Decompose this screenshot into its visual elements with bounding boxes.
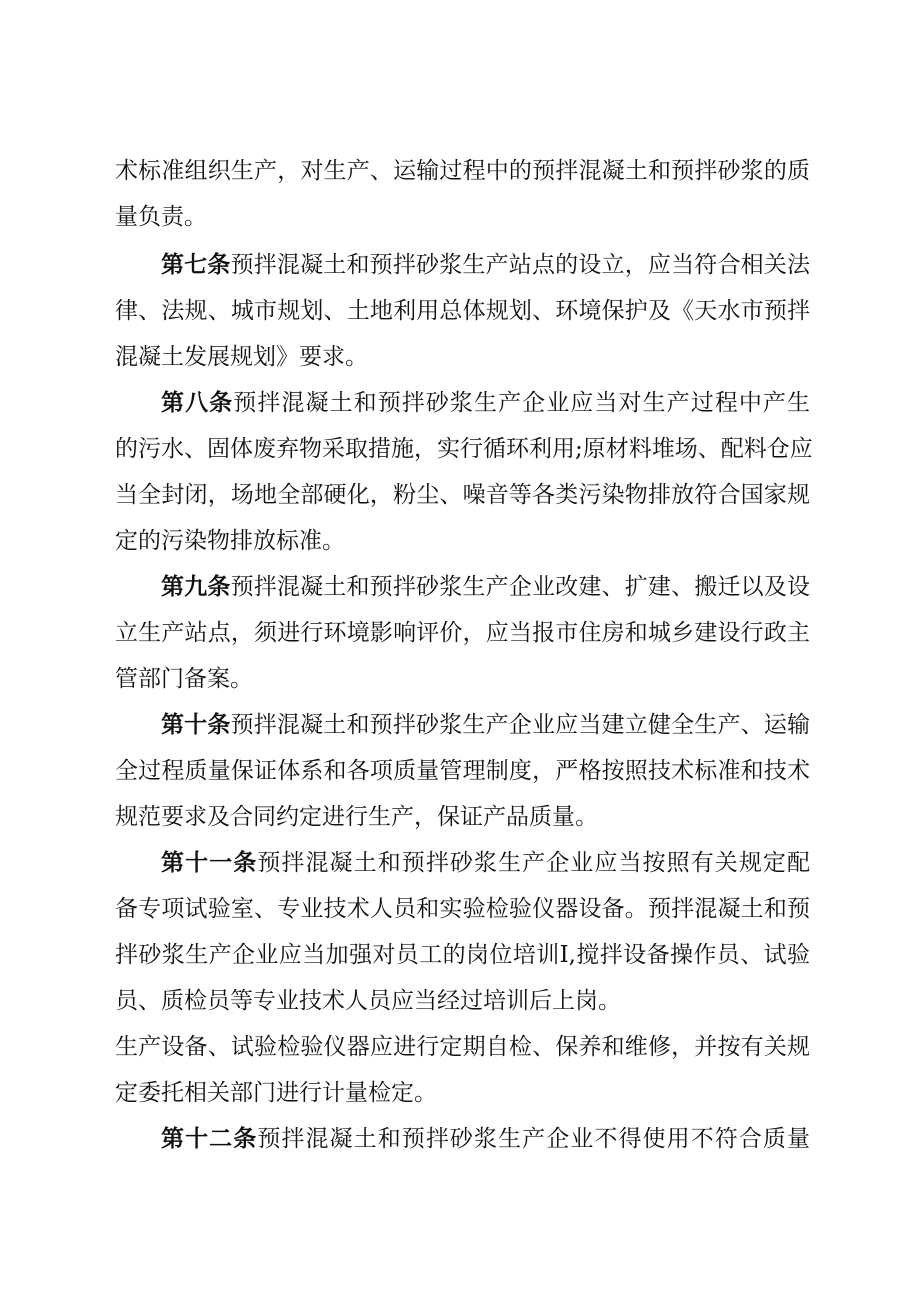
article-9-line: 第九条预拌混凝土和预拌砂浆生产企业改建、扩建、搬迁以及设 xyxy=(161,574,811,600)
text-line: 管部门备案。 xyxy=(115,666,253,692)
article-7-line: 第七条预拌混凝土和预拌砂浆生产站点的设立，应当符合相关法 xyxy=(161,252,811,278)
text-line: 员、质检员等专业技术人员应当经过培训后上岗。 xyxy=(115,988,621,1014)
text-line: 全过程质量保证体系和各项质量管理制度，严格按照技术标准和技术 xyxy=(115,758,810,784)
text-line: 定委托相关部门进行计量检定。 xyxy=(115,1080,437,1106)
text-line: 术标准组织生产，对生产、运输过程中的预拌混凝土和预拌砂浆的质 xyxy=(115,158,810,184)
text-line: 当全封闭，场地全部硬化，粉尘、噪音等各类污染物排放符合国家规 xyxy=(115,482,810,508)
text-line: 拌砂浆生产企业应当加强对员工的岗位培训I,搅拌设备操作员、试验 xyxy=(115,942,810,968)
article-10-line: 第十条预拌混凝土和预拌砂浆生产企业应当建立健全生产、运输 xyxy=(161,712,811,738)
text-line: 生产设备、试验检验仪器应进行定期自检、保养和维修，并按有关规 xyxy=(115,1034,810,1060)
text-line: 立生产站点，须进行环境影响评价，应当报市住房和城乡建设行政主 xyxy=(115,620,810,646)
text-line: 量负责。 xyxy=(115,204,207,230)
article-number: 第十条 xyxy=(161,712,231,738)
text-line: 混凝土发展规划》要求。 xyxy=(115,344,368,370)
article-number: 第十一条 xyxy=(161,850,258,876)
text-line: 规范要求及合同约定进行生产，保证产品质量。 xyxy=(115,804,598,830)
article-number: 第十二条 xyxy=(161,1126,258,1152)
article-8-line: 第八条预拌混凝土和预拌砂浆生产企业应当对生产过程中产生 xyxy=(161,390,811,416)
text-line: 定的污染物排放标准。 xyxy=(115,528,345,554)
article-12-line: 第十二条预拌混凝土和预拌砂浆生产企业不得使用不符合质量 xyxy=(161,1126,811,1152)
text-line: 备专项试验室、专业技术人员和实验检验仪器设备。预拌混凝土和预 xyxy=(115,896,810,922)
text-line: 律、法规、城市规划、土地利用总体规划、环境保护及《天水市预拌 xyxy=(115,298,810,324)
article-number: 第七条 xyxy=(161,252,231,278)
article-number: 第九条 xyxy=(161,574,231,600)
article-number: 第八条 xyxy=(161,390,234,416)
article-11-line: 第十一条预拌混凝土和预拌砂浆生产企业应当按照有关规定配 xyxy=(161,850,811,876)
text-line: 的污水、固体废弃物采取措施，实行循环利用;原材料堆场、配料仓应 xyxy=(115,436,813,462)
